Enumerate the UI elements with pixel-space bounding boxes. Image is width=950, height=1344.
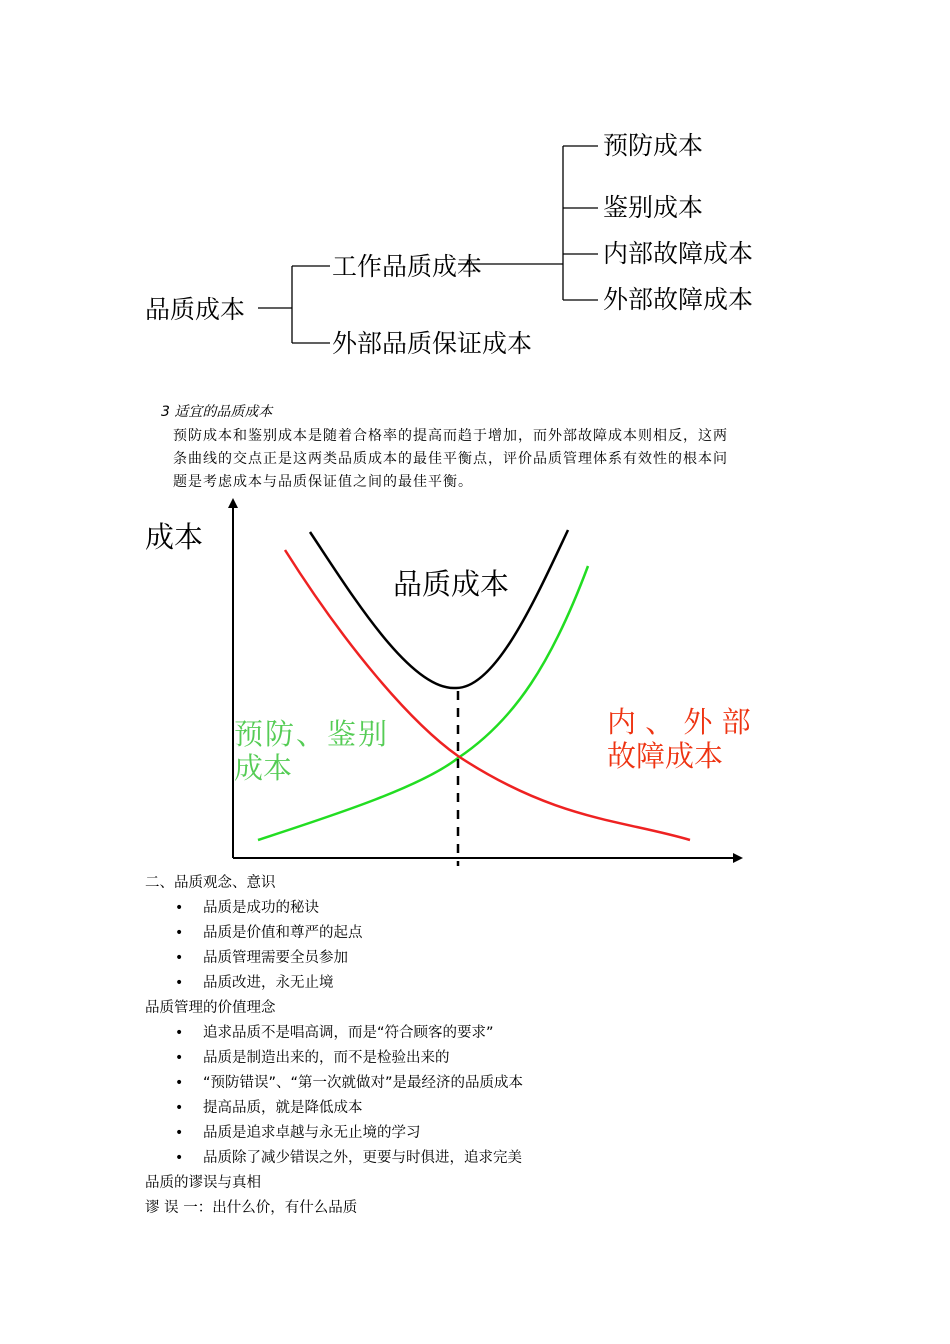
list-item: • 品质是成功的秘诀 bbox=[175, 900, 319, 916]
prevention-label-line1: 预防、鉴别 bbox=[234, 717, 390, 751]
failure-label-line1: 内 、 外 部 bbox=[607, 705, 751, 739]
tree-branch-external-label: 外部品质保证成本 bbox=[332, 329, 533, 358]
tree-branch-work-label: 工作品质成本 bbox=[332, 252, 483, 281]
paragraph-line: 预防成本和鉴别成本是随着合格率的提高而趋于增加，而外部故障成本则相反，这两 bbox=[173, 428, 728, 444]
quality-cost-chart bbox=[0, 490, 950, 875]
bullet-icon: • bbox=[175, 950, 184, 966]
bullet-icon: • bbox=[175, 1150, 184, 1166]
value-concept-heading: 品质管理的价值理念 bbox=[145, 1000, 276, 1016]
list-item: • 品质除了减少错误之外，更要与时俱进，追求完美 bbox=[175, 1150, 522, 1166]
y-axis-label: 成本 bbox=[145, 520, 204, 554]
list-item: • 品质改进，永无止境 bbox=[175, 975, 334, 991]
bullet-icon: • bbox=[175, 975, 184, 991]
list-item: • 追求品质不是唱高调，而是“符合顾客的要求” bbox=[175, 1025, 494, 1041]
bullet-icon: • bbox=[175, 1050, 184, 1066]
myths-heading: 品质的谬误与真相 bbox=[145, 1175, 261, 1191]
bullet-icon: • bbox=[175, 1025, 184, 1041]
tree-leaf-external-failure: 外部故障成本 bbox=[603, 285, 754, 314]
list-item: • 品质是价值和尊严的起点 bbox=[175, 925, 363, 941]
tree-leaf-internal-failure: 内部故障成本 bbox=[603, 239, 754, 268]
total-quality-cost-curve bbox=[310, 530, 568, 688]
tree-connectors bbox=[0, 0, 950, 380]
tree-leaf-appraisal: 鉴别成本 bbox=[603, 193, 704, 222]
list-item: • 品质是制造出来的，而不是检验出来的 bbox=[175, 1050, 450, 1066]
list-item: • “预防错误”、“第一次就做对”是最经济的品质成本 bbox=[175, 1075, 524, 1091]
section-2-heading: 二、品质观念、意识 bbox=[145, 875, 276, 891]
prevention-label-line2: 成本 bbox=[234, 751, 293, 785]
section-3-title: 3 适宜的品质成本 bbox=[161, 404, 273, 420]
bullet-icon: • bbox=[175, 1125, 184, 1141]
list-item: • 品质管理需要全员参加 bbox=[175, 950, 348, 966]
list-item: • 品质是追求卓越与永无止境的学习 bbox=[175, 1125, 421, 1141]
paragraph-line: 条曲线的交点正是这两类品质成本的最佳平衡点，评价品质管理体系有效性的根本问 bbox=[173, 451, 728, 467]
bullet-icon: • bbox=[175, 900, 184, 916]
tree-root-label: 品质成本 bbox=[145, 295, 246, 324]
tree-leaf-prevention: 预防成本 bbox=[603, 131, 704, 160]
paragraph-line: 题是考虑成本与品质保证值之间的最佳平衡。 bbox=[173, 474, 473, 490]
section-3-paragraph bbox=[173, 425, 813, 494]
myth-one: 谬 误 一：出什么价，有什么品质 bbox=[145, 1200, 358, 1216]
list-item: • 提高品质，就是降低成本 bbox=[175, 1100, 363, 1116]
bullet-icon: • bbox=[175, 1075, 184, 1091]
failure-label-line2: 故障成本 bbox=[607, 739, 724, 773]
bullet-icon: • bbox=[175, 925, 184, 941]
bullet-icon: • bbox=[175, 1100, 184, 1116]
total-cost-label: 品质成本 bbox=[393, 567, 510, 601]
